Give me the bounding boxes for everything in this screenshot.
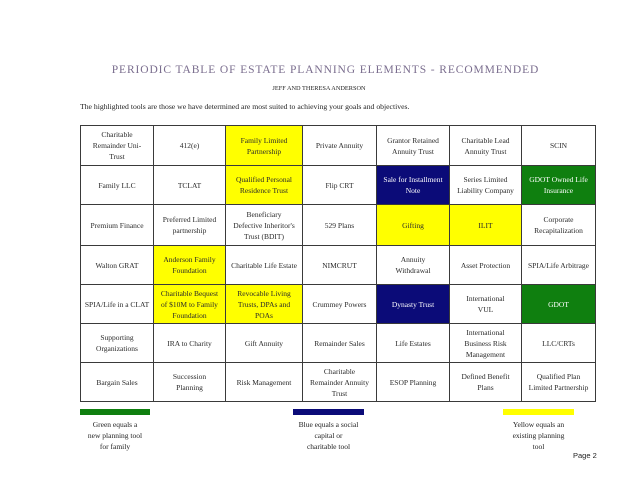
table-row — [81, 246, 596, 285]
table-cell: SPIA/Life Arbitrage — [522, 246, 596, 285]
table-cell: Preferred Limited partnership — [154, 205, 226, 246]
table-cell: NIMCRUT — [303, 246, 377, 285]
legend-text-yellow: Yellow equals an existing planning tool — [512, 420, 565, 451]
table-cell: Flip CRT — [303, 166, 377, 205]
table-cell: Gift Annuity — [226, 324, 303, 363]
table-row — [81, 285, 596, 324]
table-row — [81, 324, 596, 363]
table-body — [81, 126, 596, 402]
table-cell: Premium Finance — [81, 205, 154, 246]
table-cell: Charitable Bequest of $10M to Family Foundation — [154, 285, 226, 324]
intro-text: The highlighted tools are those we have determined are most suited to achieving your goals and objectives. — [80, 102, 410, 111]
table-cell: Qualified Plan Limited Partnership — [522, 363, 596, 402]
table-cell: LLC/CRTs — [522, 324, 596, 363]
table-cell: Anderson Family Foundation — [154, 246, 226, 285]
table-cell: Corporate Recapitalization — [522, 205, 596, 246]
table-cell: Risk Management — [226, 363, 303, 402]
table-cell: Succession Planning — [154, 363, 226, 402]
table-cell: Charitable Lead Annuity Trust — [450, 126, 522, 166]
legend-swatch-yellow — [503, 409, 574, 415]
table-cell: Qualified Personal Residence Trust — [226, 166, 303, 205]
table-row — [81, 363, 596, 402]
table-cell: Bargain Sales — [81, 363, 154, 402]
table-cell: Family LLC — [81, 166, 154, 205]
table-cell: SPIA/Life in a CLAT — [81, 285, 154, 324]
table-cell: Sale for Installment Note — [377, 166, 450, 205]
client-name: JEFF AND THERESA ANDERSON — [272, 85, 366, 92]
table-cell: Dynasty Trust — [377, 285, 450, 324]
table-row — [81, 205, 596, 246]
page-title: PERIODIC TABLE OF ESTATE PLANNING ELEMENTS - RECOMMENDED — [111, 64, 540, 76]
table-cell: Revocable Living Trusts, DPAs and POAs — [226, 285, 303, 324]
table-cell: Series Limited Liability Company — [450, 166, 522, 205]
legend-text-green: Green equals a new planning tool for family — [87, 420, 143, 451]
table-cell: SCIN — [522, 126, 596, 166]
table-cell: Family Limited Partnership — [226, 126, 303, 166]
table-cell: Grantor Retained Annuity Trust — [377, 126, 450, 166]
table-cell: Life Estates — [377, 324, 450, 363]
table-cell: ESOP Planning — [377, 363, 450, 402]
table-cell: Asset Protection — [450, 246, 522, 285]
table-row — [81, 166, 596, 205]
table-cell: Supporting Organizations — [81, 324, 154, 363]
legend-item-blue — [293, 409, 364, 452]
table-cell: Private Annuity — [303, 126, 377, 166]
table-cell: Walton GRAT — [81, 246, 154, 285]
legend-swatch-green — [80, 409, 150, 415]
table-cell: Beneficiary Defective Inheritor's Trust (BDIT) — [226, 205, 303, 246]
table-cell: ILIT — [450, 205, 522, 246]
table-cell: Gifting — [377, 205, 450, 246]
legend-text-blue: Blue equals a social capital or charitable tool — [298, 420, 359, 451]
table-cell: International VUL — [450, 285, 522, 324]
table-row — [81, 126, 596, 166]
table-cell: Annuity Withdrawal — [377, 246, 450, 285]
estate-planning-table — [80, 125, 596, 402]
table-cell: 529 Plans — [303, 205, 377, 246]
table-cell: Charitable Remainder Uni- Trust — [81, 126, 154, 166]
table-cell: TCLAT — [154, 166, 226, 205]
table-cell: International Business Risk Management — [450, 324, 522, 363]
table-cell: Remainder Sales — [303, 324, 377, 363]
table-cell: Defined Benefit Plans — [450, 363, 522, 402]
legend-item-green — [80, 409, 150, 452]
legend-item-yellow — [503, 409, 574, 452]
table-cell: Charitable Remainder Annuity Trust — [303, 363, 377, 402]
table-cell: GDOT Owned Life Insurance — [522, 166, 596, 205]
table-cell: Crummey Powers — [303, 285, 377, 324]
table-cell: GDOT — [522, 285, 596, 324]
table-cell: IRA to Charity — [154, 324, 226, 363]
table-cell: 412(e) — [154, 126, 226, 166]
table-cell: Charitable Life Estate — [226, 246, 303, 285]
page-number: Page 2 — [573, 451, 597, 460]
legend-swatch-blue — [293, 409, 364, 415]
